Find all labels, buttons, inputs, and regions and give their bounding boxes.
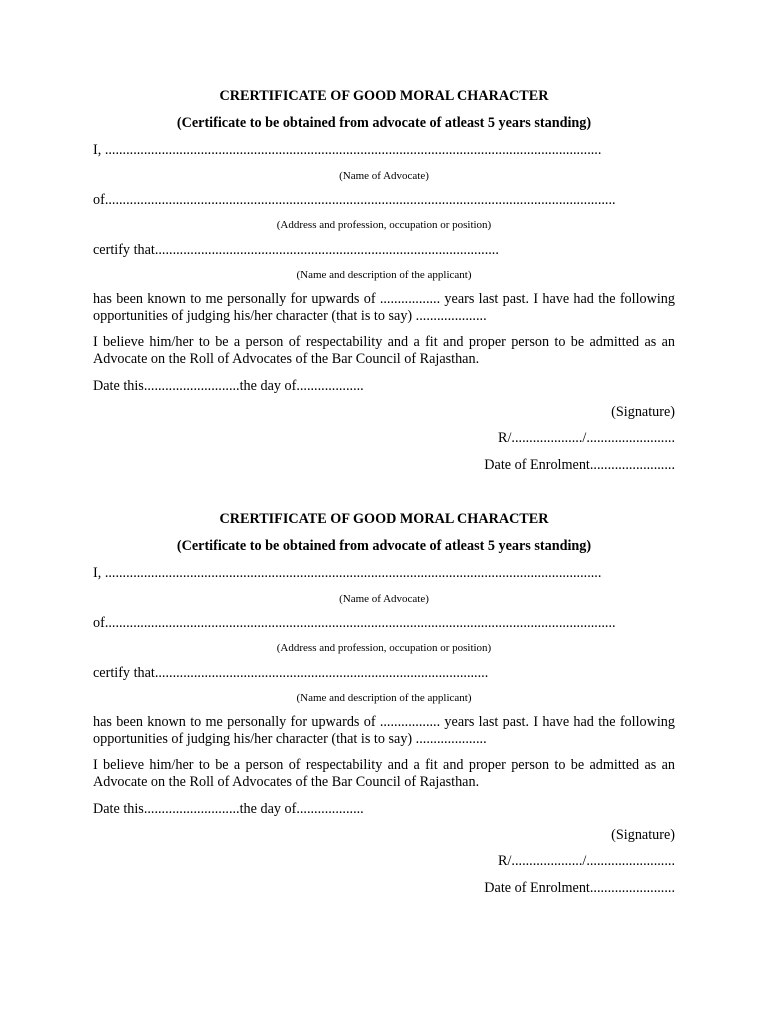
advocate-name-caption: (Name of Advocate) — [339, 593, 429, 605]
roll-number-line: R/..................../......................... — [498, 853, 675, 869]
signature-label: (Signature) — [611, 827, 675, 843]
advocate-address-line: of................................................................................................................................................ — [93, 615, 616, 631]
belief-paragraph: I believe him/her to be a person of respectability and a fit and proper person to be admitted as an Advocate on the Roll of Advocates of the Bar Council of Rajasthan. — [93, 334, 675, 367]
enrolment-date-line: Date of Enrolment........................ — [484, 880, 675, 896]
certificate-form-2 — [93, 511, 675, 911]
known-period-paragraph: has been known to me personally for upwards of ................. years last past. I have had the following opportunities of judging his/her character (that is to say) .................... — [93, 714, 675, 747]
certificate-form-1 — [93, 88, 675, 488]
certificate-subtitle: (Certificate to be obtained from advocate of atleast 5 years standing) — [176, 115, 592, 131]
signature-label: (Signature) — [611, 404, 675, 420]
advocate-address-line: of................................................................................................................................................ — [93, 192, 616, 208]
certificate-title: CRERTIFICATE OF GOOD MORAL CHARACTER — [219, 511, 549, 527]
advocate-name-caption: (Name of Advocate) — [339, 170, 429, 182]
certificate-subtitle: (Certificate to be obtained from advocate of atleast 5 years standing) — [176, 538, 592, 554]
advocate-name-line: I, ............................................................................................................................................ — [93, 565, 602, 581]
applicant-caption: (Name and description of the applicant) — [296, 692, 472, 704]
belief-paragraph: I believe him/her to be a person of respectability and a fit and proper person to be admitted as an Advocate on the Roll of Advocates of the Bar Council of Rajasthan. — [93, 757, 675, 790]
known-period-paragraph: has been known to me personally for upwards of ................. years last past. I have had the following opportunities of judging his/her character (that is to say) .................... — [93, 291, 675, 324]
advocate-name-line: I, ............................................................................................................................................ — [93, 142, 602, 158]
date-line: Date this...........................the day of................... — [93, 378, 364, 394]
applicant-caption: (Name and description of the applicant) — [296, 269, 472, 281]
certificate-title: CRERTIFICATE OF GOOD MORAL CHARACTER — [219, 88, 549, 104]
applicant-line: certify that.............................................................................................. — [93, 665, 489, 681]
enrolment-date-line: Date of Enrolment........................ — [484, 457, 675, 473]
advocate-address-caption: (Address and profession, occupation or position) — [276, 642, 492, 654]
date-line: Date this...........................the day of................... — [93, 801, 364, 817]
applicant-line: certify that................................................................................................. — [93, 242, 499, 258]
advocate-address-caption: (Address and profession, occupation or position) — [276, 219, 492, 231]
roll-number-line: R/..................../......................... — [498, 430, 675, 446]
